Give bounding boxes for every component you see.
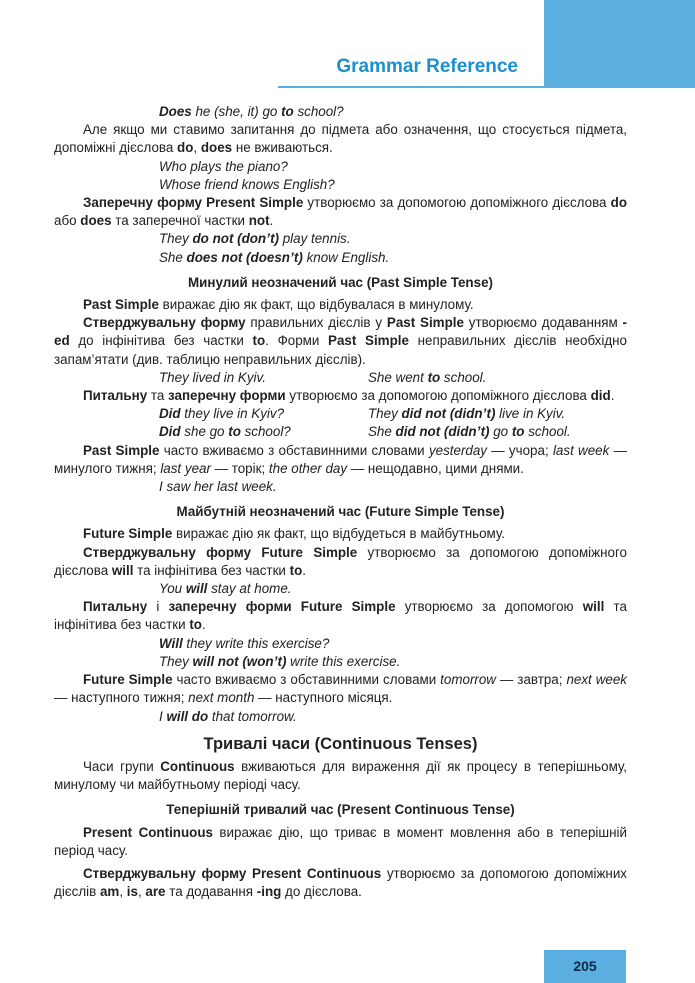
paragraph: Past Simple часто вживаємо з обставинними словами yesterday — учора; last week — минулого тижня; last year — торік; the other day — нещодавно, цими днями. <box>54 442 627 476</box>
paragraph: Past Simple виражає дію як факт, що відбувалася в минулому. <box>83 297 474 313</box>
subheading-past-simple: Минулий неозначений час (Past Simple Tense) <box>188 274 493 290</box>
example-row <box>54 405 627 423</box>
paragraph: Заперечну форму Present Simple утворюємо за допомогою допоміжного дієслова do або does та заперечної частки not. <box>54 195 627 229</box>
paragraph: Але якщо ми ставимо запитання до підмета або означення, що стосується підмета, допоміжні дієслова do, does не вживаються. <box>54 122 627 156</box>
example-line: Whose friend knows English? <box>159 176 335 192</box>
paragraph: Стверджувальну форму правильних дієслів у Past Simple утворюємо додаванням -ed до інфінітива без частки to. Форми Past Simple неправильних дієслів необхідно запам’ятати (див. таблицю неправильних дієслів). <box>54 315 627 367</box>
example-col-left: They lived in Kyiv. <box>159 369 266 385</box>
paragraph: Питальну та заперечну форми утворюємо за допомогою допоміжного дієслова did. <box>83 388 615 404</box>
corner-decor-block <box>544 0 695 88</box>
subheading-present-continuous: Теперішній тривалий час (Present Continuous Tense) <box>166 802 515 818</box>
example-col-right: She went to school. <box>368 369 487 385</box>
example-line: I saw her last week. <box>159 479 277 495</box>
example-line: I will do that tomorrow. <box>159 708 297 724</box>
example-line: They do not (don’t) play tennis. <box>159 231 351 247</box>
example-col-left: Did she go to school? <box>159 424 291 440</box>
heading-continuous-tenses: Тривалі часи (Continuous Tenses) <box>203 734 478 753</box>
paragraph: Future Simple часто вживаємо з обставинними словами tomorrow — завтра; next week — наступного тижня; next month — наступного місяця. <box>54 672 627 706</box>
example-line: Does he (she, it) go to school? <box>159 104 344 119</box>
example-line: Will they write this exercise? <box>159 635 330 651</box>
example-line: Who plays the piano? <box>159 158 288 174</box>
page-number: 205 <box>544 950 626 983</box>
example-row <box>54 369 627 387</box>
example-line: You will stay at home. <box>159 581 292 597</box>
subheading-future-simple: Майбутній неозначений час (Future Simple Tense) <box>176 504 505 520</box>
page-content <box>54 103 627 901</box>
header-rule <box>278 86 544 88</box>
example-col-right: She did not (didn’t) go to school. <box>368 424 571 440</box>
paragraph: Стверджувальну форму Future Simple утворюємо за допомогою допоміжного дієслова will та інфінітива без частки to. <box>54 544 627 578</box>
example-row <box>54 423 627 441</box>
example-line: They will not (won’t) write this exercise. <box>159 653 401 669</box>
paragraph: Present Continuous виражає дію, що триває в момент мовлення або в теперішній період часу. <box>54 824 627 858</box>
example-col-left: Did they live in Kyiv? <box>159 406 285 422</box>
paragraph: Часи групи Continuous вживаються для вираження дії як процесу в теперішньому, минулому чи майбутньому періоді часу. <box>54 758 627 793</box>
paragraph: Стверджувальну форму Present Continuous утворюємо за допомогою допоміжних дієслів am, is, are та додавання -ing до дієслова. <box>54 865 628 900</box>
paragraph: Future Simple виражає дію як факт, що відбудеться в майбутньому. <box>83 526 505 542</box>
example-col-right: They did not (didn’t) live in Kyiv. <box>368 406 566 422</box>
example-line: She does not (doesn’t) know English. <box>159 249 390 265</box>
paragraph: Питальну і заперечну форми Future Simple утворюємо за допомогою will та інфінітива без частки to. <box>54 599 627 633</box>
section-title: Grammar Reference <box>336 56 518 77</box>
